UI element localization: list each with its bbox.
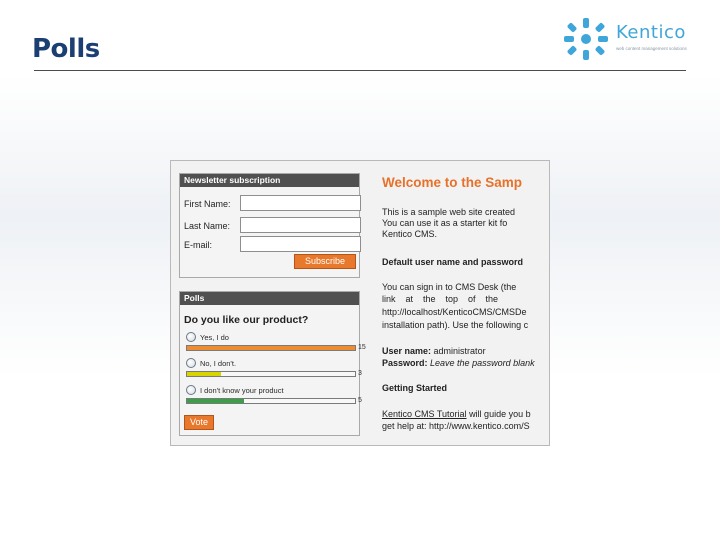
website-screenshot (170, 160, 550, 446)
last-name-label: Last Name: (184, 221, 231, 231)
last-name-input[interactable] (240, 217, 361, 233)
newsletter-header: Newsletter subscription (180, 174, 359, 187)
default-user-heading: Default user name and password (382, 257, 524, 267)
poll-result-bar (186, 371, 356, 377)
tutorial-link[interactable]: Kentico CMS Tutorial (382, 409, 467, 419)
signin-line: link at the top of the (382, 294, 499, 304)
poll-bar-fill (187, 399, 244, 403)
subscribe-button[interactable]: Subscribe (294, 254, 356, 269)
radio-button-yes[interactable] (186, 332, 196, 342)
user-name-label: User name: (382, 346, 432, 356)
tutorial-rest: will guide you b (469, 409, 531, 419)
password-value: Leave the password blank (430, 358, 535, 368)
intro-line: This is a sample web site created (382, 207, 516, 217)
welcome-heading: Welcome to the Samp (382, 175, 523, 190)
tutorial-line (382, 409, 531, 420)
kentico-snowflake-icon (562, 16, 612, 62)
help-line: get help at: http://www.kentico.com/S (382, 421, 530, 431)
user-name-line (382, 346, 486, 357)
first-name-label: First Name: (184, 199, 231, 209)
poll-option-label: I don't know your product (200, 386, 284, 395)
email-label: E-mail: (184, 240, 213, 250)
poll-count: 3 (358, 370, 362, 377)
left-column (179, 173, 366, 427)
intro-line: You can use it as a starter kit fo (382, 218, 508, 228)
signin-line: installation path). Use the following c (382, 320, 529, 330)
slide-title: Polls (32, 34, 100, 64)
email-input[interactable] (240, 236, 361, 252)
poll-bar-fill (187, 372, 221, 376)
user-name-value: administrator (433, 346, 486, 356)
radio-button-dont-know[interactable] (186, 385, 196, 395)
intro-line: Kentico CMS. (382, 229, 438, 239)
poll-header: Polls (180, 292, 359, 305)
poll-option-label: Yes, I do (200, 333, 229, 342)
poll-bar-fill (187, 346, 355, 350)
poll-result-bar (186, 398, 356, 404)
first-name-input[interactable] (240, 195, 361, 211)
title-divider (34, 70, 686, 71)
signin-line: You can sign in to CMS Desk (the (382, 282, 517, 292)
getting-started-heading: Getting Started (382, 383, 448, 393)
signin-line: http://localhost/KenticoCMS/CMSDe (382, 307, 527, 317)
password-line (382, 358, 535, 369)
poll-box (179, 291, 366, 436)
newsletter-box (179, 173, 360, 278)
poll-result-bar (186, 345, 356, 351)
logo-wordmark: Kentico (616, 22, 686, 43)
poll-option-label: No, I don't. (200, 359, 237, 368)
logo-tagline: web content management solutions (616, 46, 687, 51)
password-label: Password: (382, 358, 428, 368)
vote-button[interactable]: Vote (184, 415, 214, 430)
poll-count: 15 (358, 344, 366, 351)
radio-button-no[interactable] (186, 358, 196, 368)
kentico-logo (562, 16, 694, 62)
poll-question: Do you like our product? (184, 314, 309, 326)
poll-count: 5 (358, 397, 362, 404)
